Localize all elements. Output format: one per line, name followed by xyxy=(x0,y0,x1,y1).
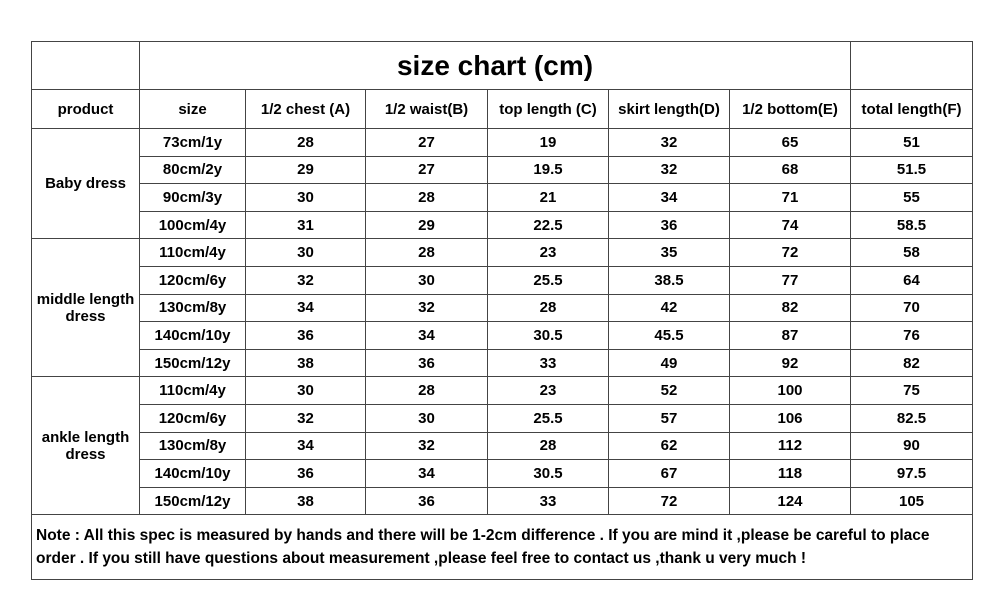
top-length-cell: 28 xyxy=(488,294,609,322)
top-length-cell: 30.5 xyxy=(488,322,609,350)
blank-cell-right xyxy=(851,42,973,90)
chest-cell: 31 xyxy=(246,211,366,239)
chest-cell: 30 xyxy=(246,377,366,405)
skirt-length-cell: 42 xyxy=(609,294,730,322)
table-row xyxy=(32,266,973,294)
chest-cell: 32 xyxy=(246,404,366,432)
waist-cell: 30 xyxy=(366,404,488,432)
skirt-length-cell: 52 xyxy=(609,377,730,405)
chest-cell: 34 xyxy=(246,294,366,322)
top-length-cell: 33 xyxy=(488,487,609,515)
bottom-cell: 74 xyxy=(730,211,851,239)
table-row xyxy=(32,322,973,350)
bottom-cell: 92 xyxy=(730,349,851,377)
total-length-cell: 51 xyxy=(851,129,973,157)
total-length-cell: 76 xyxy=(851,322,973,350)
skirt-length-cell: 34 xyxy=(609,184,730,212)
size-cell: 100cm/4y xyxy=(140,211,246,239)
total-length-cell: 58 xyxy=(851,239,973,267)
top-length-cell: 30.5 xyxy=(488,460,609,488)
table-row xyxy=(32,404,973,432)
waist-cell: 36 xyxy=(366,487,488,515)
chest-cell: 32 xyxy=(246,266,366,294)
bottom-cell: 71 xyxy=(730,184,851,212)
chest-cell: 36 xyxy=(246,460,366,488)
chest-cell: 34 xyxy=(246,432,366,460)
waist-cell: 36 xyxy=(366,349,488,377)
waist-cell: 32 xyxy=(366,432,488,460)
header-skirt-length: skirt length(D) xyxy=(609,90,730,129)
chest-cell: 38 xyxy=(246,487,366,515)
header-size: size xyxy=(140,90,246,129)
bottom-cell: 87 xyxy=(730,322,851,350)
top-length-cell: 22.5 xyxy=(488,211,609,239)
top-length-cell: 25.5 xyxy=(488,266,609,294)
waist-cell: 27 xyxy=(366,129,488,157)
total-length-cell: 82 xyxy=(851,349,973,377)
total-length-cell: 105 xyxy=(851,487,973,515)
size-cell: 130cm/8y xyxy=(140,294,246,322)
table-row xyxy=(32,129,973,157)
waist-cell: 28 xyxy=(366,377,488,405)
bottom-cell: 124 xyxy=(730,487,851,515)
header-chest: 1/2 chest (A) xyxy=(246,90,366,129)
table-row xyxy=(32,377,973,405)
chart-title: size chart (cm) xyxy=(140,42,851,90)
table-row xyxy=(32,184,973,212)
table-row xyxy=(32,349,973,377)
skirt-length-cell: 57 xyxy=(609,404,730,432)
header-product: product xyxy=(32,90,140,129)
top-length-cell: 33 xyxy=(488,349,609,377)
bottom-cell: 68 xyxy=(730,156,851,184)
top-length-cell: 21 xyxy=(488,184,609,212)
total-length-cell: 64 xyxy=(851,266,973,294)
size-chart-table xyxy=(31,41,973,580)
size-cell: 140cm/10y xyxy=(140,322,246,350)
header-waist: 1/2 waist(B) xyxy=(366,90,488,129)
size-cell: 130cm/8y xyxy=(140,432,246,460)
total-length-cell: 97.5 xyxy=(851,460,973,488)
bottom-cell: 65 xyxy=(730,129,851,157)
total-length-cell: 75 xyxy=(851,377,973,405)
table-row xyxy=(32,294,973,322)
skirt-length-cell: 32 xyxy=(609,156,730,184)
chest-cell: 36 xyxy=(246,322,366,350)
size-cell: 120cm/6y xyxy=(140,404,246,432)
title-row xyxy=(32,42,973,90)
size-cell: 150cm/12y xyxy=(140,487,246,515)
top-length-cell: 28 xyxy=(488,432,609,460)
table-row xyxy=(32,156,973,184)
total-length-cell: 51.5 xyxy=(851,156,973,184)
total-length-cell: 82.5 xyxy=(851,404,973,432)
waist-cell: 32 xyxy=(366,294,488,322)
chest-cell: 30 xyxy=(246,239,366,267)
waist-cell: 34 xyxy=(366,322,488,350)
header-total-length: total length(F) xyxy=(851,90,973,129)
chest-cell: 29 xyxy=(246,156,366,184)
product-cell: Baby dress xyxy=(32,129,140,239)
size-cell: 73cm/1y xyxy=(140,129,246,157)
total-length-cell: 58.5 xyxy=(851,211,973,239)
note-row xyxy=(32,515,973,580)
skirt-length-cell: 45.5 xyxy=(609,322,730,350)
total-length-cell: 55 xyxy=(851,184,973,212)
table-row xyxy=(32,487,973,515)
size-cell: 90cm/3y xyxy=(140,184,246,212)
size-cell: 110cm/4y xyxy=(140,239,246,267)
waist-cell: 28 xyxy=(366,239,488,267)
skirt-length-cell: 36 xyxy=(609,211,730,239)
bottom-cell: 112 xyxy=(730,432,851,460)
product-cell: ankle length dress xyxy=(32,377,140,515)
size-cell: 120cm/6y xyxy=(140,266,246,294)
skirt-length-cell: 49 xyxy=(609,349,730,377)
table-row xyxy=(32,239,973,267)
waist-cell: 30 xyxy=(366,266,488,294)
waist-cell: 28 xyxy=(366,184,488,212)
size-cell: 110cm/4y xyxy=(140,377,246,405)
product-cell: middle length dress xyxy=(32,239,140,377)
skirt-length-cell: 67 xyxy=(609,460,730,488)
skirt-length-cell: 32 xyxy=(609,129,730,157)
header-top-length: top length (C) xyxy=(488,90,609,129)
blank-cell-left xyxy=(32,42,140,90)
waist-cell: 29 xyxy=(366,211,488,239)
skirt-length-cell: 72 xyxy=(609,487,730,515)
chest-cell: 38 xyxy=(246,349,366,377)
chest-cell: 30 xyxy=(246,184,366,212)
top-length-cell: 19 xyxy=(488,129,609,157)
size-cell: 80cm/2y xyxy=(140,156,246,184)
top-length-cell: 23 xyxy=(488,239,609,267)
waist-cell: 27 xyxy=(366,156,488,184)
top-length-cell: 23 xyxy=(488,377,609,405)
table-row xyxy=(32,460,973,488)
header-row xyxy=(32,90,973,129)
table-row xyxy=(32,432,973,460)
chest-cell: 28 xyxy=(246,129,366,157)
skirt-length-cell: 62 xyxy=(609,432,730,460)
bottom-cell: 106 xyxy=(730,404,851,432)
header-bottom: 1/2 bottom(E) xyxy=(730,90,851,129)
bottom-cell: 100 xyxy=(730,377,851,405)
table-row xyxy=(32,211,973,239)
bottom-cell: 72 xyxy=(730,239,851,267)
total-length-cell: 70 xyxy=(851,294,973,322)
top-length-cell: 25.5 xyxy=(488,404,609,432)
size-cell: 140cm/10y xyxy=(140,460,246,488)
note-text: Note : All this spec is measured by hands and there will be 1-2cm difference . If you are mind it ,please be careful to place order . If you still have questions about measurement ,please feel free to contact us ,thank u very much ! xyxy=(32,515,973,580)
bottom-cell: 77 xyxy=(730,266,851,294)
size-cell: 150cm/12y xyxy=(140,349,246,377)
skirt-length-cell: 35 xyxy=(609,239,730,267)
bottom-cell: 118 xyxy=(730,460,851,488)
waist-cell: 34 xyxy=(366,460,488,488)
top-length-cell: 19.5 xyxy=(488,156,609,184)
total-length-cell: 90 xyxy=(851,432,973,460)
bottom-cell: 82 xyxy=(730,294,851,322)
skirt-length-cell: 38.5 xyxy=(609,266,730,294)
